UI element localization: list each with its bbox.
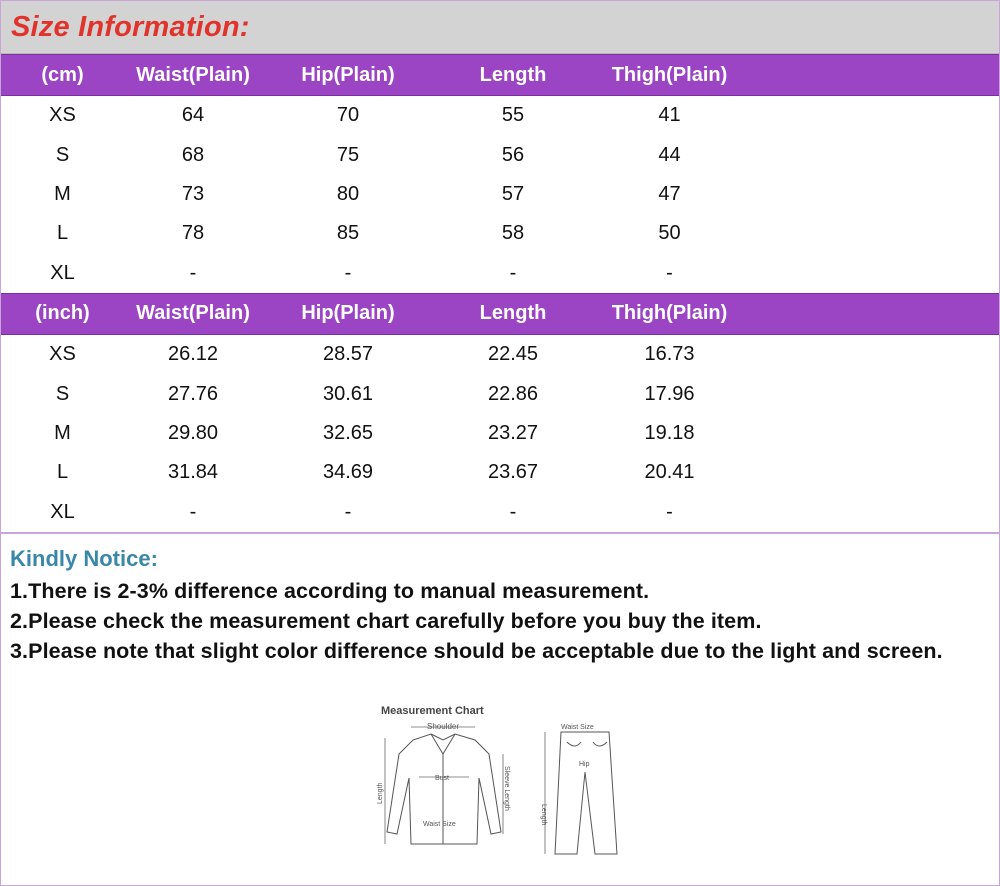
column-header-empty — [747, 293, 999, 334]
notice-line: 3.Please note that slight color difference should be acceptable due to the light and screen. — [10, 638, 943, 663]
table-row — [1, 214, 999, 253]
value-cell: - — [344, 500, 352, 523]
table-row — [1, 414, 999, 453]
shoulder-label: Shoulder — [427, 722, 460, 731]
value-cell: 41 — [658, 104, 681, 127]
value-cell: 47 — [658, 182, 681, 205]
value-cell: 44 — [658, 143, 681, 166]
value-cell: 58 — [501, 222, 525, 245]
size-cell: S — [55, 382, 70, 405]
size-cell: XL — [50, 261, 75, 284]
size-cell: M — [54, 182, 71, 205]
page-title: Size Information: — [11, 10, 250, 43]
value-cell: - — [666, 500, 673, 523]
value-cell: - — [189, 500, 197, 523]
pants-length-label: Length — [540, 804, 547, 826]
notice-line: 1.There is 2-3% difference according to manual measurement. — [10, 578, 650, 603]
size-cell: S — [55, 143, 70, 166]
size-cell: L — [56, 461, 69, 484]
value-cell: 19.18 — [644, 421, 695, 444]
value-cell: 57 — [501, 182, 525, 205]
value-cell: 56 — [501, 143, 525, 166]
value-cell: 26.12 — [167, 343, 219, 366]
title-bar — [1, 1, 999, 54]
empty-cell — [747, 175, 999, 214]
value-cell: 75 — [336, 143, 360, 166]
value-cell: 73 — [181, 182, 205, 205]
value-cell: 32.65 — [322, 421, 374, 444]
value-cell: 34.69 — [322, 461, 374, 484]
column-header: (inch) — [1, 293, 124, 334]
notice-section — [1, 532, 999, 666]
column-header: Length — [434, 55, 592, 96]
column-header: Length — [434, 293, 592, 334]
value-cell: 50 — [658, 222, 681, 245]
empty-cell — [747, 135, 999, 174]
length-label: Length — [377, 782, 384, 804]
column-header: (cm) — [1, 55, 124, 96]
value-cell: 31.84 — [167, 461, 219, 484]
size-table-inch — [1, 293, 999, 532]
hip-label: Hip — [579, 761, 590, 768]
value-cell: - — [344, 261, 352, 284]
value-cell: 30.61 — [322, 382, 374, 405]
empty-cell — [747, 414, 999, 453]
sleeve-label: Sleeve Length — [503, 766, 510, 811]
empty-cell — [747, 374, 999, 413]
column-header: Thigh(Plain) — [592, 55, 747, 96]
value-cell: 22.45 — [487, 343, 539, 366]
column-header-empty — [747, 55, 999, 96]
measurement-chart — [371, 694, 651, 864]
size-cell: XL — [50, 500, 75, 523]
value-cell: 85 — [336, 222, 360, 245]
value-cell: 28.57 — [322, 343, 374, 366]
table-row — [1, 493, 999, 532]
value-cell: 29.80 — [167, 421, 219, 444]
table-row — [1, 334, 999, 374]
notice-line: 2.Please check the measurement chart carefully before you buy the item. — [10, 608, 762, 633]
value-cell: 16.73 — [644, 343, 695, 366]
empty-cell — [747, 214, 999, 253]
column-header: Waist(Plain) — [124, 55, 262, 96]
value-cell: 23.27 — [487, 421, 539, 444]
column-header: Thigh(Plain) — [592, 293, 747, 334]
size-cell: L — [56, 222, 69, 245]
value-cell: 68 — [181, 143, 205, 166]
empty-cell — [747, 493, 999, 532]
size-cell: XS — [49, 343, 76, 366]
value-cell: - — [509, 261, 517, 284]
empty-cell — [747, 453, 999, 492]
column-header: Hip(Plain) — [262, 55, 434, 96]
value-cell: 78 — [181, 222, 205, 245]
column-header: Hip(Plain) — [262, 293, 434, 334]
value-cell: 80 — [336, 182, 360, 205]
value-cell: 23.67 — [487, 461, 539, 484]
empty-cell — [747, 96, 999, 136]
bust-label: Bust — [435, 775, 450, 782]
value-cell: 70 — [336, 104, 360, 127]
waist-size-pants-label: Waist Size — [561, 724, 594, 731]
value-cell: 64 — [181, 104, 205, 127]
size-table-cm — [1, 54, 999, 293]
value-cell: - — [509, 500, 517, 523]
value-cell: 20.41 — [644, 461, 695, 484]
value-cell: 55 — [501, 104, 525, 127]
table-row — [1, 135, 999, 174]
value-cell: - — [666, 261, 673, 284]
value-cell: 22.86 — [487, 382, 539, 405]
value-cell: - — [189, 261, 197, 284]
chart-title: Measurement Chart — [381, 705, 484, 717]
table-row — [1, 96, 999, 136]
size-cell: M — [54, 421, 71, 444]
table-header-row — [1, 55, 999, 96]
waist-size-shirt-label: Waist Size — [423, 821, 456, 828]
empty-cell — [747, 254, 999, 293]
empty-cell — [747, 334, 999, 374]
table-row — [1, 453, 999, 492]
table-row — [1, 175, 999, 214]
pants-icon — [555, 732, 617, 854]
table-row — [1, 374, 999, 413]
value-cell: 17.96 — [644, 382, 695, 405]
column-header: Waist(Plain) — [124, 293, 262, 334]
table-header-row — [1, 293, 999, 334]
notice-title: Kindly Notice: — [10, 545, 158, 571]
value-cell: 27.76 — [167, 382, 219, 405]
table-row — [1, 254, 999, 293]
size-cell: XS — [49, 104, 76, 127]
